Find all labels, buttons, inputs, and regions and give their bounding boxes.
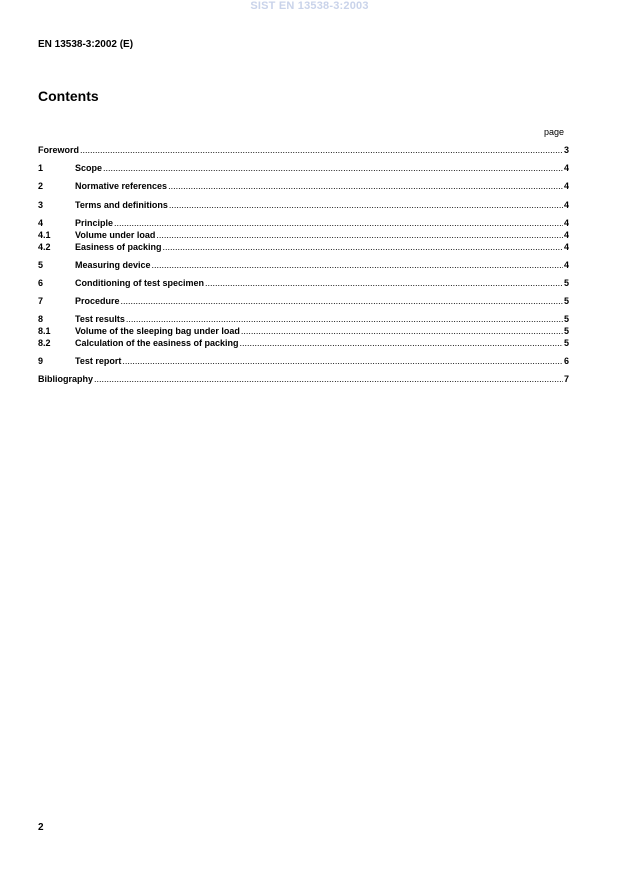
toc-entry-page: 7: [563, 374, 569, 384]
toc-entry-number: 4.1: [38, 230, 51, 240]
toc-entry-title: Measuring device: [75, 260, 151, 270]
toc-leader: [163, 242, 563, 253]
toc-entry-title: Test results: [75, 314, 125, 324]
toc-entry-number: 8: [38, 314, 44, 324]
toc-entry-title: Normative references: [75, 181, 168, 191]
toc-entry-page: 4: [563, 163, 569, 173]
toc-leader: [126, 314, 563, 325]
toc-entry-number: 9: [38, 356, 44, 366]
toc-entry-title: Foreword: [38, 145, 80, 155]
toc-entry-page: 5: [563, 314, 569, 324]
page-number: 2: [38, 822, 44, 833]
toc-entry-8-2[interactable]: [38, 338, 569, 349]
page-column-label: page: [544, 127, 565, 137]
toc-entry-page: 4: [563, 218, 569, 228]
toc-entry-2[interactable]: [38, 181, 569, 192]
toc-entry-5[interactable]: [38, 260, 569, 271]
toc-leader: [114, 218, 563, 229]
toc-entry-6[interactable]: [38, 278, 569, 289]
toc-entry-3[interactable]: [38, 200, 569, 211]
toc-leader: [168, 181, 563, 192]
toc-entry-page: 5: [563, 278, 569, 288]
toc-entry-title: Volume of the sleeping bag under load: [75, 326, 240, 336]
toc-entry-1[interactable]: [38, 163, 569, 174]
toc-entry-number: 8.2: [38, 338, 51, 348]
toc-entry-page: 5: [563, 338, 569, 348]
toc-entry-number: 8.1: [38, 326, 51, 336]
toc-entry-page: 5: [563, 296, 569, 306]
toc-leader: [241, 326, 563, 337]
toc-leader: [240, 338, 563, 349]
toc-leader: [94, 374, 563, 385]
toc-entry-title: Procedure: [75, 296, 120, 306]
page-title: Contents: [38, 88, 99, 104]
toc-leader: [156, 230, 563, 241]
toc-entry-title: Principle: [75, 218, 114, 228]
toc-entry-title: Volume under load: [75, 230, 156, 240]
toc-leader: [122, 356, 563, 367]
toc-entry-number: 4: [38, 218, 44, 228]
toc-entry-7[interactable]: [38, 296, 569, 307]
toc-entry-4[interactable]: [38, 218, 569, 229]
toc-entry-number: 6: [38, 278, 44, 288]
toc-entry-number: 1: [38, 163, 44, 173]
toc-entry-number: 7: [38, 296, 44, 306]
document-id: EN 13538-3:2002 (E): [38, 39, 134, 50]
toc-leader: [169, 200, 563, 211]
watermark: SIST EN 13538-3:2003: [250, 0, 369, 12]
toc-entry-title: Calculation of the easiness of packing: [75, 338, 239, 348]
toc-entry-page: 5: [563, 326, 569, 336]
toc-entry-number: 3: [38, 200, 44, 210]
toc-entry-title: Terms and definitions: [75, 200, 168, 210]
toc-entry-foreword[interactable]: [38, 145, 569, 156]
toc-entry-page: 4: [563, 181, 569, 191]
toc-entry-title: Test report: [75, 356, 122, 366]
toc-entry-bibliography[interactable]: [38, 374, 569, 385]
toc-entry-title: Bibliography: [38, 374, 94, 384]
toc-entry-4-1[interactable]: [38, 230, 569, 241]
toc-leader: [103, 163, 563, 174]
toc-leader: [80, 145, 563, 156]
toc-entry-title: Conditioning of test specimen: [75, 278, 205, 288]
toc-entry-page: 4: [563, 230, 569, 240]
toc-entry-title: Scope: [75, 163, 103, 173]
toc-entry-4-2[interactable]: [38, 242, 569, 253]
toc-entry-page: 6: [563, 356, 569, 366]
toc-entry-number: 5: [38, 260, 44, 270]
toc-entry-title: Easiness of packing: [75, 242, 162, 252]
toc-entry-8[interactable]: [38, 314, 569, 325]
toc-leader: [152, 260, 563, 271]
toc-entry-number: 2: [38, 181, 44, 191]
toc-leader: [205, 278, 563, 289]
toc-entry-page: 4: [563, 200, 569, 210]
toc-entry-page: 4: [563, 242, 569, 252]
toc-entry-page: 4: [563, 260, 569, 270]
toc-entry-page: 3: [563, 145, 569, 155]
toc-entry-8-1[interactable]: [38, 326, 569, 337]
toc-entry-9[interactable]: [38, 356, 569, 367]
toc-entry-number: 4.2: [38, 242, 51, 252]
toc-leader: [121, 296, 563, 307]
